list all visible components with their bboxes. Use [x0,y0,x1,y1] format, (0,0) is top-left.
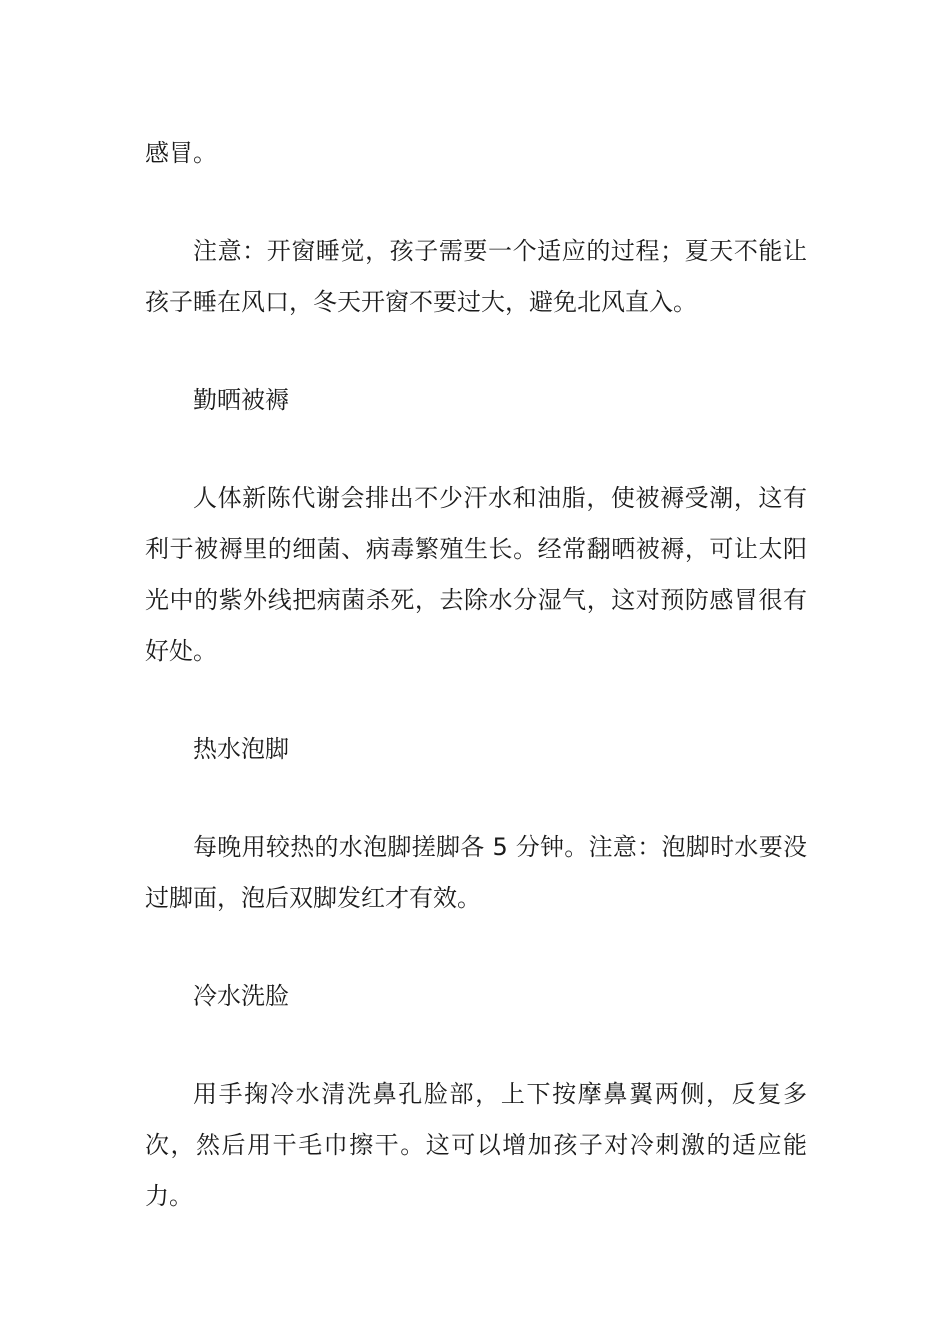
section-heading-foot-soak: 热水泡脚 [193,735,289,763]
document-body [145,128,807,1269]
paragraph-bedding: 人体新陈代谢会排出不少汗水和油脂，使被褥受潮，这有利于被褥里的细菌、病毒繁殖生长。经常翻晒被褥，可让太阳光中的紫外线把病菌杀死，去除水分湿气，这对预防感冒很有好处。 [145,484,807,665]
paragraph-foot-soak: 每晚用较热的水泡脚搓脚各 5 分钟。注意：泡脚时水要没过脚面，泡后双脚发红才有效。 [145,833,807,912]
section-heading-cold-wash: 冷水洗脸 [193,982,289,1010]
paragraph-cold-wash: 用手掬冷水清洗鼻孔脸部，上下按摩鼻翼两侧，反复多次，然后用干毛巾擦干。这可以增加孩子对冷刺激的适应能力。 [145,1080,807,1210]
section-heading-bedding: 勤晒被褥 [193,386,289,414]
paragraph-note-window-sleep: 注意：开窗睡觉，孩子需要一个适应的过程；夏天不能让孩子睡在风口，冬天开窗不要过大，避免北风直入。 [145,237,807,316]
paragraph-continuation: 感冒。 [145,139,217,167]
